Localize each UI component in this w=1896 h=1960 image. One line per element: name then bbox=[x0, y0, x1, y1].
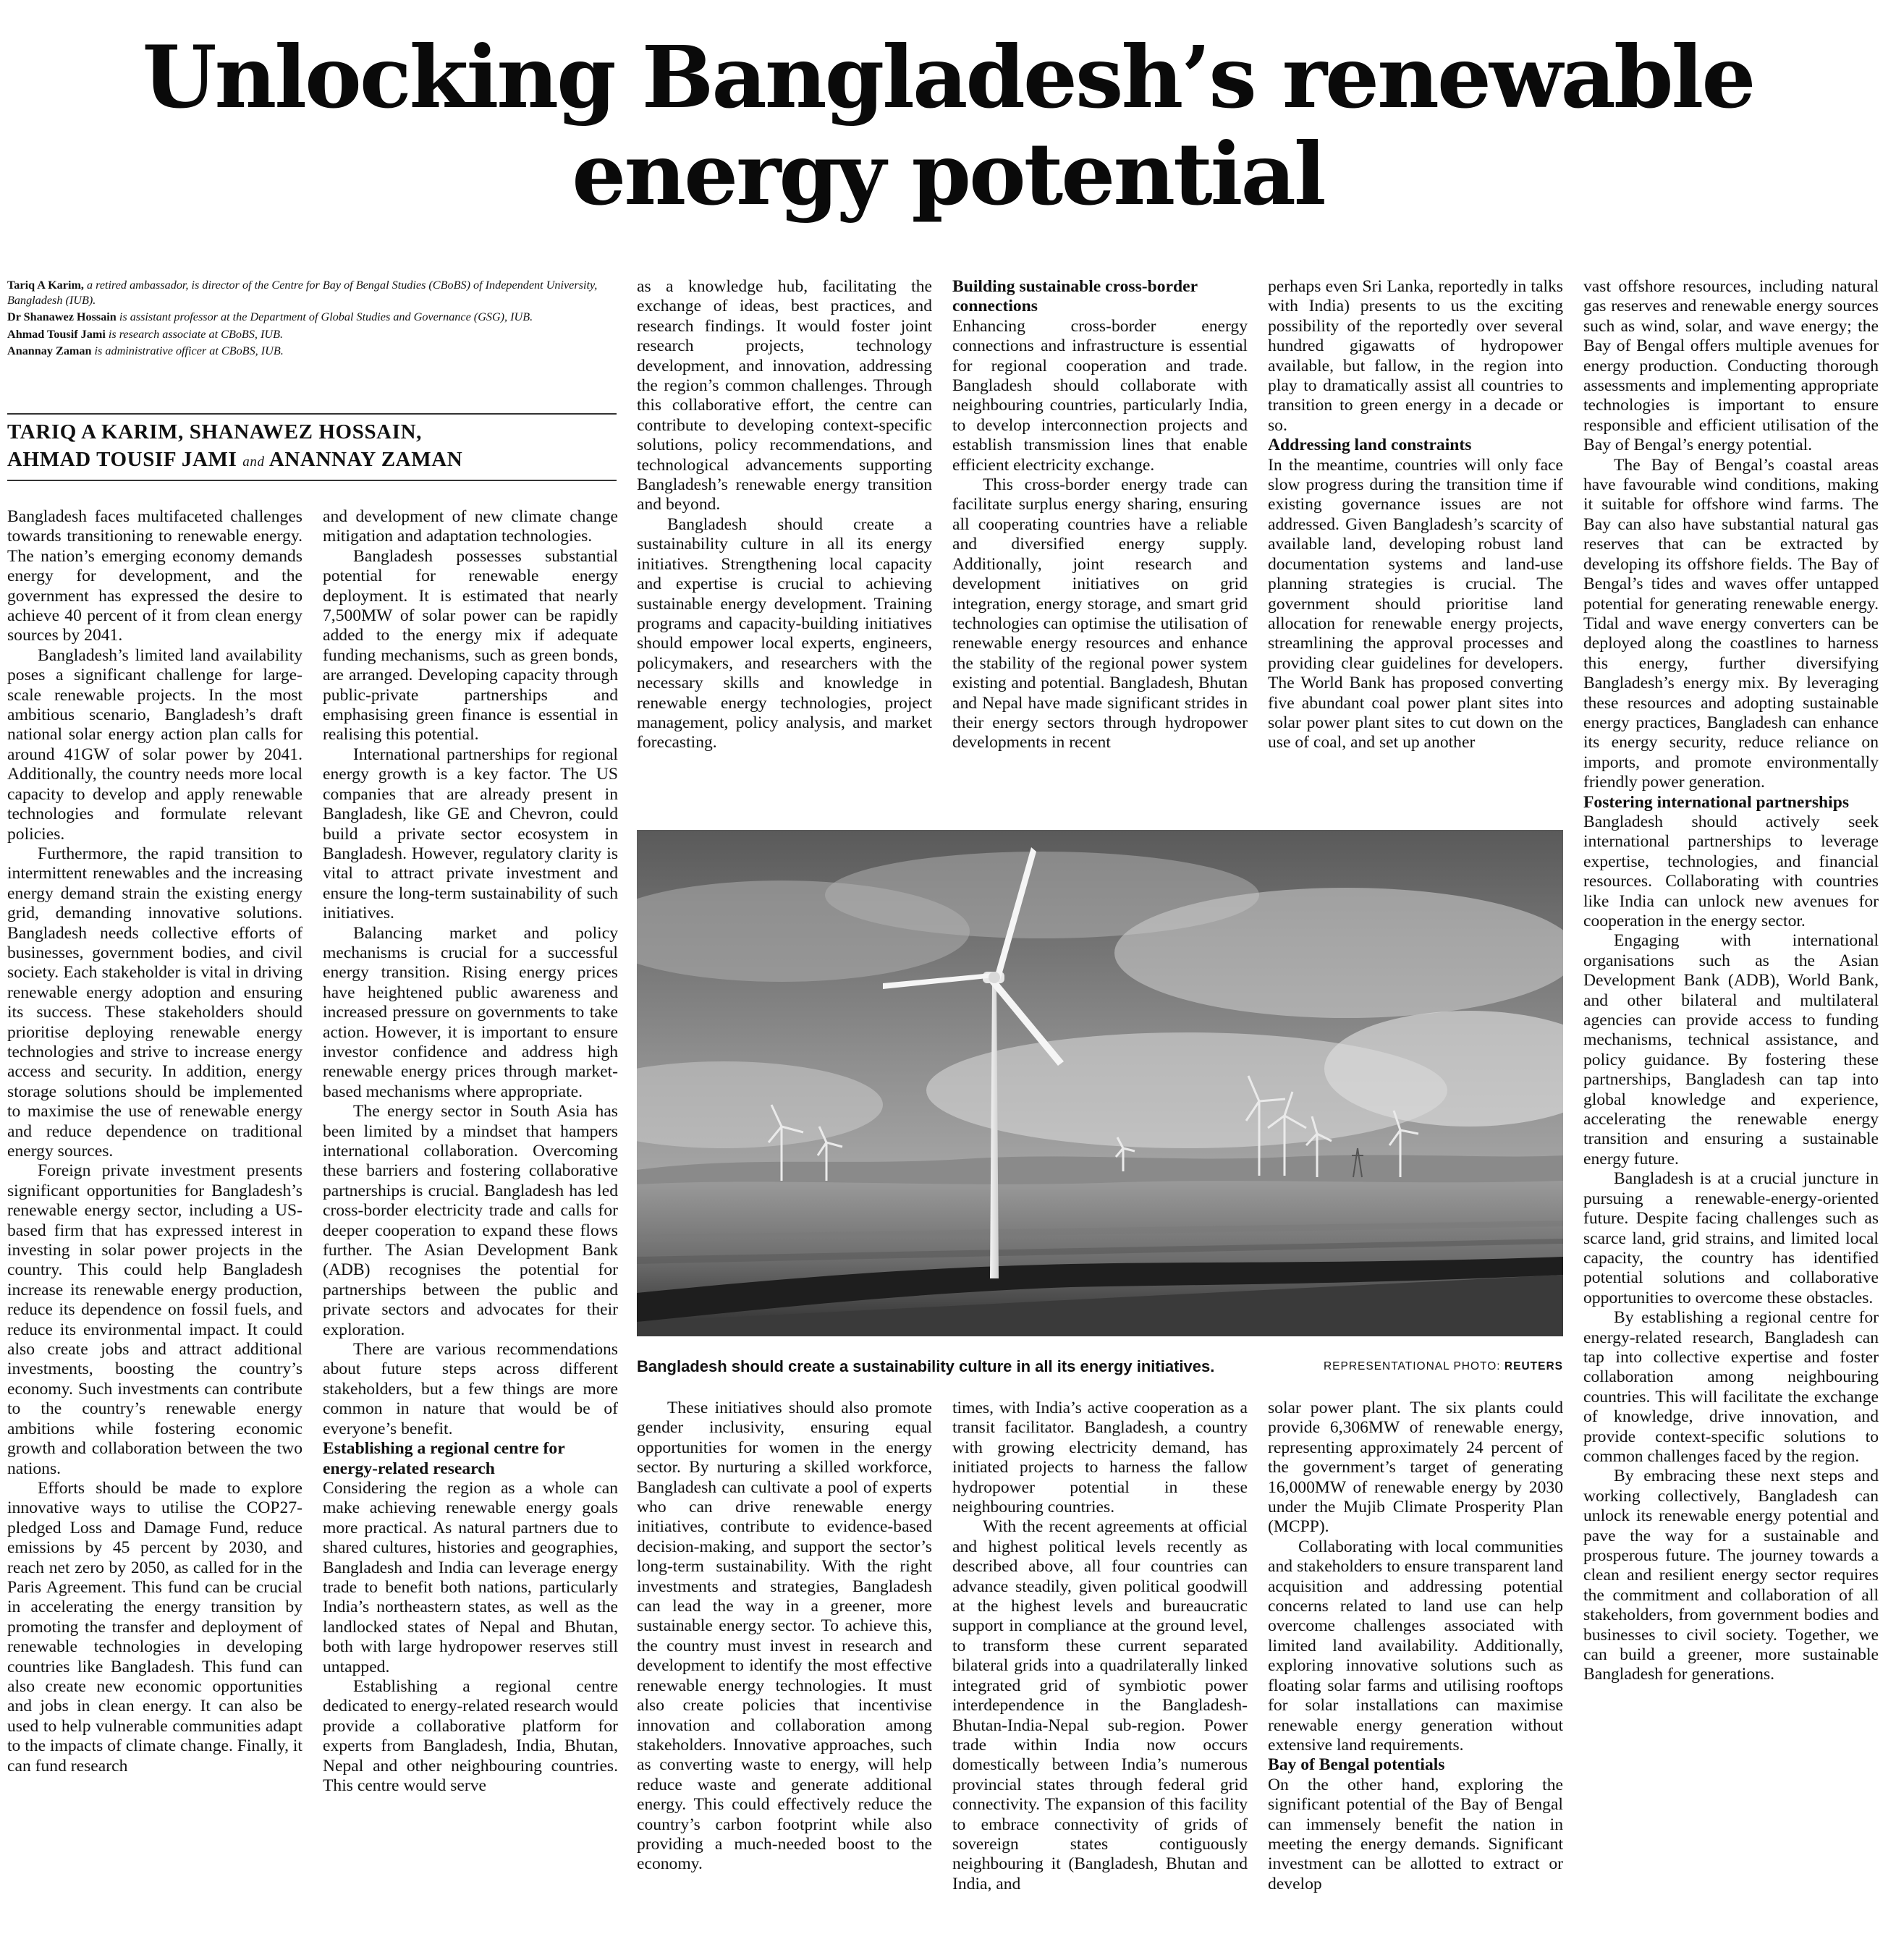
byline-line: TARIQ A KARIM, SHANAWEZ HOSSAIN, bbox=[7, 420, 422, 444]
paragraph: On the other hand, exploring the significant potential of the Bay of Bengal can immensely benefit the nation in meeting the energy demands. Significant investment can be allotted to extract or develop bbox=[1268, 1775, 1563, 1893]
paragraph: Considering the region as a whole can make achieving renewable energy goals more practical. As natural partners due to shared cultures, histories and geographies, Bangladesh and India can leverage energy trade to benefit both nations, particularly India’s northeastern states, as well as the landlocked states of Nepal and Bhutan, both with large hydropower reserves still untapped. bbox=[323, 1478, 618, 1676]
section-heading: Building sustainable cross-border connections bbox=[952, 277, 1198, 316]
column-1 bbox=[7, 507, 302, 1776]
paragraph: Furthermore, the rapid transition to intermittent renewables and the increasing energy demand strain the existing energy grid, demanding innovative solutions. Bangladesh needs collective efforts of businesses, government bodies, and civil society. Each stakeholder is vital in driving renewable energy adoption and ensuring its success. These stakeholders should prioritise deploying renewable energy technologies and strive to increase energy access and security. In addition, energy storage solutions should be implemented to maximise the use of renewable energy and reduce dependence on traditional energy sources. bbox=[7, 844, 302, 1161]
column-3-bottom bbox=[637, 1399, 932, 1875]
bio-text: is research associate at CBoBS, IUB. bbox=[105, 327, 284, 341]
bio-name: Tariq A Karim, bbox=[7, 279, 84, 292]
paragraph: and development of new climate change mitigation and adaptation technologies. bbox=[323, 507, 618, 546]
column-4-top bbox=[952, 277, 1248, 753]
bio-text: is assistant professor at the Department of Global Studies and Governance (GSG), IUB. bbox=[116, 310, 533, 324]
column-4-bottom bbox=[952, 1399, 1248, 1894]
byline-top-rule bbox=[7, 413, 617, 415]
section-heading: Addressing land constraints bbox=[1268, 436, 1472, 455]
paragraph: Bangladesh should actively seek international partnerships to leverage expertise, technologies, and financial resources. Collaborating with countries like India can unlock new avenues for cooperation in the energy sector. bbox=[1583, 812, 1879, 930]
paragraph: The energy sector in South Asia has been limited by a mindset that hampers international collaboration. Overcoming these barriers and fostering collaborative partnerships is crucial. Bangladesh has led cross-border electricity trade and calls for deeper cooperation to expand these flows further. The Asian Development Bank (ADB) recognises the potential for partnerships between the public and private sectors and advocates for their exploration. bbox=[323, 1102, 618, 1339]
paragraph: Enhancing cross-border energy connections and infrastructure is essential for regional cooperation and trade. Bangladesh should collaborate with neighbouring countries, particularly India, to develop interconnection projects and establish transmission lines that enable efficient electricity exchange. bbox=[952, 316, 1248, 475]
byline-bottom-rule bbox=[7, 480, 617, 481]
author-bio bbox=[7, 327, 615, 342]
paragraph: By establishing a regional centre for energy-related research, Bangladesh can tap into collective expertise and foster collaboration among neighbouring countries. This will facilitate the exchange of knowledge, drive innovation, and provide context-specific solutions to common challenges faced by the region. bbox=[1583, 1308, 1879, 1466]
author-bio bbox=[7, 278, 615, 307]
column-2 bbox=[323, 507, 618, 1796]
bio-text: is administrative officer at CBoBS, IUB. bbox=[91, 344, 284, 358]
paragraph: Bangladesh’s limited land availability poses a significant challenge for large-scale renewable projects. In the most ambitious scenario, Bangladesh’s draft national solar energy action plan calls for around 41GW of solar power by 2041. Additionally, the country needs more local capacity to develop and apply renewable technologies and formulate relevant policies. bbox=[7, 645, 302, 844]
section-heading: Establishing a regional centre for energy-related research bbox=[323, 1439, 565, 1478]
paragraph: Bangladesh faces multifaceted challenges towards transitioning to renewable energy. The nation’s emerging economy demands energy for development, and the government has expressed the desire to achieve 40 percent of it from clean energy sources by 2041. bbox=[7, 507, 302, 645]
photo-credit bbox=[1324, 1360, 1563, 1373]
paragraph: times, with India’s active cooperation as a transit facilitator. Bangladesh, a country with growing electricity demand, has initiated projects to harness the fallow hydropower potential in these neighbouring countries. bbox=[952, 1399, 1248, 1517]
paragraph: Foreign private investment presents significant opportunities for Bangladesh’s renewable energy sector, including a US-based firm that has expressed interest in investing in solar power projects in the country. This could help Bangladesh increase its renewable energy production, reduce its dependence on fossil fuels, and reduce its environmental impact. It could also create jobs and attract additional investments, boosting the country’s economy. Such investments can contribute to the country’s renewable energy ambitions while fostering economic growth and collaboration between the two nations. bbox=[7, 1161, 302, 1478]
paragraph: Balancing market and policy mechanisms is crucial for a successful energy transition. Rising energy prices have heightened public awareness and increased pressure on governments to take action. However, it is important to ensure investor confidence and address high renewable energy prices through market-based mechanisms where appropriate. bbox=[323, 923, 618, 1101]
credit-source: REUTERS bbox=[1504, 1360, 1563, 1373]
bio-name: Anannay Zaman bbox=[7, 344, 92, 358]
paragraph: With the recent agreements at official and highest political levels recently as described above, all four countries can advance steadily, given political goodwill at the highest levels and bureaucratic support in compliance at the ground level, to transform these current separated bilateral grids into a quadrilaterally linked integrated grid of symbiotic power interdependence in the Bangladesh-Bhutan-India-Nepal sub-region. Power trade within India now occurs domestically between India’s numerous provincial states through federal grid connectivity. The expansion of this facility to embrace connectivity of grids of sovereign states contiguously neighbouring it (Bangladesh, Bhutan and India, and bbox=[952, 1517, 1248, 1893]
paragraph: These initiatives should also promote gender inclusivity, ensuring equal opportunities for women in the energy sector. By nurturing a skilled workforce, Bangladesh can cultivate a pool of experts who can drive renewable energy initiatives, contribute to evidence-based decision-making, and support the sector’s long-term sustainability. With the right investments and strategies, Bangladesh can lead the way in a greener, more sustainable energy sector. To achieve this, the country must invest in research and development to identify the most effective renewable energy technologies. It must also create policies that incentivise innovation and collaboration among stakeholders. Innovative approaches, such as converting waste to energy, will help reduce waste and generate additional energy. This could effectively reduce the country’s carbon footprint while also providing a much-needed boost to the economy. bbox=[637, 1399, 932, 1874]
author-bio bbox=[7, 310, 615, 325]
author-bio bbox=[7, 344, 615, 359]
paragraph: There are various recommendations about future steps across different stakeholders, but a few things are more common in nature that would be of everyone’s benefit. bbox=[323, 1340, 618, 1438]
paragraph: Engaging with international organisations such as the Asian Development Bank (ADB), World Bank, and other bilateral and multilateral agencies can provide access to funding mechanisms, technical assistance, and policy guidance. By fostering these partnerships, Bangladesh can tap into global knowledge and experience, accelerating the renewable energy transition and ensuring a sustainable energy future. bbox=[1583, 931, 1879, 1168]
column-5-top bbox=[1268, 277, 1563, 753]
byline-line bbox=[7, 446, 617, 476]
caption-text: Bangladesh should create a sustainability culture in all its energy initiatives. bbox=[637, 1357, 1215, 1375]
column-6 bbox=[1583, 277, 1879, 1685]
wind-turbine-photo bbox=[637, 830, 1563, 1336]
column-5-bottom bbox=[1268, 1399, 1563, 1894]
paragraph: Establishing a regional centre dedicated to energy-related research would provide a collaborative platform for experts from Bangladesh, India, Bhutan, Nepal and other neighbouring countries. This centre would serve bbox=[323, 1676, 618, 1795]
column-3-top bbox=[637, 277, 932, 753]
author-bios bbox=[7, 278, 615, 361]
paragraph: Bangladesh should create a sustainability culture in all its energy initiatives. Strengthening local capacity and expertise is crucial to achieving sustainable energy development. Training programs and capacity-building initiatives should empower local experts, engineers, policymakers, and researchers with the necessary skills and knowledge in renewable energy technologies, project management, policy analysis, and market forecasting. bbox=[637, 514, 932, 752]
paragraph: Efforts should be made to explore innovative ways to utilise the COP27-pledged Loss and Damage Fund, reduce emissions by 45 percent by 2030, and reach net zero by 2050, as called for in the Paris Agreement. This fund can be crucial in accelerating the energy transition by promoting the transfer and deployment of renewable technologies in developing countries like Bangladesh. This fund can also create new economic opportunities and jobs in clean energy. It can also be used to help vulnerable communities adapt to the impacts of climate change. Finally, it can fund research bbox=[7, 1478, 302, 1776]
photo-caption bbox=[637, 1357, 1563, 1379]
paragraph: perhaps even Sri Lanka, reportedly in talks with India) presents to us the exciting possibility of the reportedly over several hundred gigawatts of hydropower available, but fallow, in the region into play to dramatically assist all countries to transition to green energy in a decade or so. bbox=[1268, 277, 1563, 435]
paragraph: International partnerships for regional energy growth is a key factor. The US companies that are already present in Bangladesh, like GE and Chevron, could build a private sector ecosystem in Bangladesh. However, regulatory clarity is vital to attract private investment and ensure the long-term sustainability of such initiatives. bbox=[323, 744, 618, 923]
byline-and: and bbox=[242, 454, 265, 470]
byline-author: ANANNAY ZAMAN bbox=[268, 448, 463, 471]
paragraph: solar power plant. The six plants could provide 6,306MW of renewable energy, representing approximately 24 percent of the government’s target of generating 16,000MW of renewable energy by 2030 under the Mujib Climate Prosperity Plan (MCPP). bbox=[1268, 1399, 1563, 1537]
headline: Unlocking Bangladesh’s renewable energy potential bbox=[142, 27, 1754, 224]
paragraph: In the meantime, countries will only face slow progress during the transition time if existing governance issues are not addressed. Given Bangladesh’s scarcity of available land, developing robust land documentation systems and land-use planning strategies is crucial. The government should prioritise land allocation for renewable energy projects, streamlining the approval processes and providing clear guidelines for developers. The World Bank has proposed converting five abundant coal power plant sites into solar power plant sites to cut down on the use of coal, and set up another bbox=[1268, 455, 1563, 752]
paragraph: vast offshore resources, including natural gas reserves and renewable energy sources such as wind, solar, and wave energy; the Bay of Bengal offers multiple avenues for energy production. Conducting thorough assessments and implementing appropriate technologies is important to ensure responsible and efficient utilisation of the Bay of Bengal’s energy potential. bbox=[1583, 277, 1879, 455]
paragraph: This cross-border energy trade can facilitate surplus energy sharing, ensuring all cooperating countries have a reliable and diversified energy supply. Additionally, joint research and development initiatives on grid integration, energy storage, and smart grid technologies can optimise the utilisation of renewable energy resources and enhance the stability of the regional power system existing and potential. Bangladesh, Bhutan and Nepal have made significant strides in their energy sectors through hydropower developments in recent bbox=[952, 475, 1248, 752]
paragraph: The Bay of Bengal’s coastal areas have favourable wind conditions, making it suitable for offshore wind farms. The Bay can also have substantial natural gas reserves that can be extracted by developing its offshore fields. The Bay of Bengal’s tides and waves offer untapped potential for generating renewable energy. Tidal and wave energy converters can be deployed along the coastlines to harness this energy, further diversifying Bangladesh’s energy mix. By leveraging these resources and adopting sustainable energy practices, Bangladesh can enhance its energy security, reduce reliance on imports, and promote environmentally friendly power generation. bbox=[1583, 455, 1879, 792]
paragraph: Bangladesh is at a crucial juncture in pursuing a renewable-energy-oriented future. Despite facing challenges such as scarce land, grid strains, and limited local capacity, the country has identified potential solutions and collaborative opportunities to overcome these obstacles. bbox=[1583, 1169, 1879, 1307]
section-heading: Bay of Bengal potentials bbox=[1268, 1755, 1445, 1775]
bio-text: a retired ambassador, is director of the Centre for Bay of Bengal Studies (CBoBS) of Independent University, Bangladesh (IUB). bbox=[7, 279, 598, 307]
byline bbox=[7, 418, 617, 476]
byline-author: AHMAD TOUSIF JAMI bbox=[7, 448, 237, 471]
paragraph: Collaborating with local communities and stakeholders to ensure transparent land acquisition and addressing potential concerns related to land use can help overcome challenges associated with limited land availability. Additionally, exploring innovative solutions such as floating solar farms and utilising rooftops for solar installations can maximise renewable energy generation without extensive land requirements. bbox=[1268, 1537, 1563, 1755]
bio-name: Dr Shanawez Hossain bbox=[7, 310, 117, 324]
paragraph: By embracing these next steps and working collectively, Bangladesh can unlock its renewable energy potential and pave the way for a sustainable and prosperous future. The journey towards a clean and resilient energy sector requires the commitment and collaboration of all stakeholders, from government bodies and businesses to civil society. Together, we can build a greener, more sustainable Bangladesh for generations. bbox=[1583, 1467, 1879, 1684]
section-heading: Fostering international partnerships bbox=[1583, 792, 1850, 812]
paragraph: as a knowledge hub, facilitating the exchange of ideas, best practices, and research findings. It would foster joint research projects, technology development, and innovation, addressing the region’s common challenges. Through this collaborative effort, the centre can contribute to developing context-specific solutions, policy recommendations, and technological advancements supporting Bangladesh’s renewable energy transition and beyond. bbox=[637, 277, 932, 514]
bio-name: Ahmad Tousif Jami bbox=[7, 327, 106, 341]
paragraph: Bangladesh possesses substantial potential for renewable energy deployment. It is estimated that nearly 7,500MW of solar power can be rapidly added to the energy mix if adequate funding mechanisms, such as green bonds, are arranged. Developing capacity through public-private partnerships and emphasising green finance is essential in realising this potential. bbox=[323, 546, 618, 744]
credit-prefix: REPRESENTATIONAL PHOTO: bbox=[1323, 1360, 1504, 1373]
